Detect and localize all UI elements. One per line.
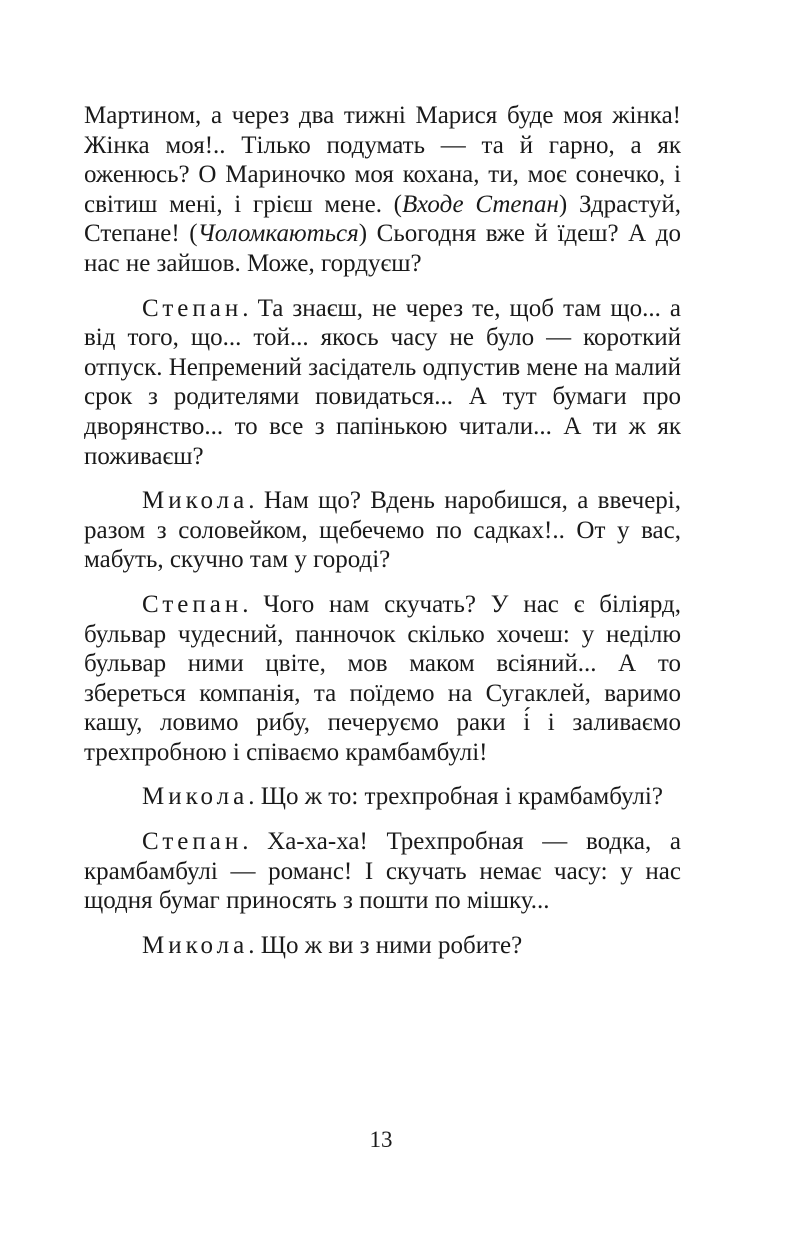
paragraph — [84, 486, 681, 575]
dialogue-text: Що ж ви з ними робите? — [260, 931, 523, 959]
paragraph — [84, 294, 681, 472]
speaker-separator: . — [248, 783, 261, 811]
dialogue-text: Мартином, а через два тижні Марися буде моя жінка! Жінка моя!.. Тілько подумать — та й гарно, а як оженюсь? О Мариночко моя кохана, ти, моє сонечко, і світиш мені, і грієш мене. ( — [84, 102, 681, 218]
page-number: 13 — [369, 1127, 393, 1152]
paragraph — [84, 931, 681, 961]
dialogue-text: Та знаєш, не через те, щоб там що... а від того, що... той... якось часу не було — короткий отпуск. Непремений засідатель одпустив мене на малий срок з родителями повидаться... А тут бумаги про дворянство... то все з папінькою читали... А ти ж як поживаєш? — [84, 294, 682, 470]
speaker-name: Микола — [142, 931, 249, 959]
dialogue-text: Ха-ха-ха! Трехпробная — водка, а крамбамбулі — романс! І скучать немає часу: у нас щодня бумаг приносять з пошти по мішку... — [84, 828, 681, 915]
dialogue-text: Чого нам скучать? У нас є біліярд, бульвар чудесний, панночок скілько хочеш: у неділю бульвар ними цвіте, мов маком всіяний... А то збереться компанія, та поїдемо на Сугаклей, варимо кашу, ловимо рибу, печеруємо раки і́ і заливаємо трехпробною і співаємо крамбамбулі! — [84, 590, 681, 766]
speaker-separator: . — [242, 828, 268, 856]
speaker-separator: . — [242, 294, 258, 322]
paragraph — [84, 101, 681, 279]
speaker-separator: . — [242, 590, 264, 618]
speaker-name: Степан — [142, 294, 243, 322]
speaker-separator: . — [248, 487, 264, 515]
speaker-name: Степан — [142, 828, 243, 856]
speaker-name: Микола — [142, 487, 249, 515]
dialogue-text: Що ж то: трехпробная і крамбамбулі? — [260, 783, 663, 811]
stage-direction: Чоломкаються — [197, 220, 359, 248]
stage-direction: Входе Степан — [402, 190, 559, 218]
speaker-name: Микола — [142, 783, 249, 811]
dialogue-text: ) Здрастуй, Степане! ( — [84, 190, 681, 248]
dialogue-text: ) Сьогодня вже й їдеш? А до нас не зайшов. Може, гордуєш? — [84, 220, 682, 277]
paragraph — [84, 827, 681, 916]
speaker-name: Степан — [142, 590, 243, 618]
text-column — [84, 101, 681, 975]
paragraph — [84, 782, 681, 812]
paragraph — [84, 590, 681, 768]
dialogue-text: Нам що? Вдень наробишся, а ввечері, разом з соловейком, щебечемо по садках!.. От у вас, мабуть, скучно там у городі? — [84, 487, 681, 574]
speaker-separator: . — [248, 931, 261, 959]
